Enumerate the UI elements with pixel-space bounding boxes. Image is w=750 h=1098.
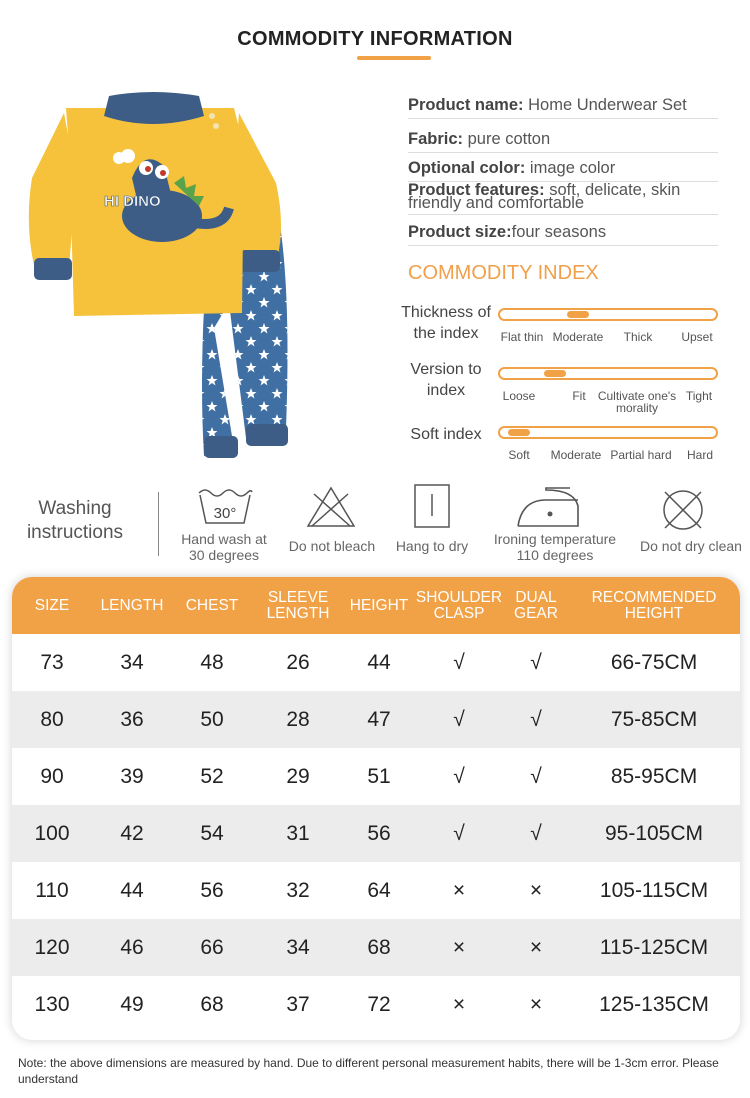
table-cell: √ [530,821,542,845]
page-title: COMMODITY INFORMATION [237,28,513,50]
table-cell: 36 [120,707,144,731]
table-cell: √ [453,764,465,788]
index-option: Hard [686,448,713,462]
table-cell: 95-105CM [604,821,704,845]
thickness-index-bar [498,308,718,321]
wash-label-no-bleach: Do not bleach [288,538,376,554]
index-option: Moderate [550,448,602,462]
info-product-features [408,181,718,215]
table-cell: 46 [120,935,144,959]
index-option: Cultivate one's morality [597,389,677,415]
wash-label-ironing: Ironing temperature 110 degrees [493,531,617,563]
table-row [12,748,740,805]
table-cell: 56 [200,878,224,902]
column-header: RECOMMENDED HEIGHT [591,588,717,622]
table-row [12,919,740,976]
table-cell: 50 [200,707,224,731]
soft-index-label: Soft index [410,426,482,443]
table-cell: 68 [367,935,391,959]
table-cell: 100 [34,821,70,845]
info-key: Optional color: [408,159,526,177]
divider [158,492,159,556]
index-level-marker [544,370,566,377]
column-header: SIZE [34,596,70,614]
table-row [12,691,740,748]
index-option: Loose [502,389,536,403]
table-cell: √ [530,764,542,788]
table-cell: 115-125CM [599,935,709,959]
info-value: soft, delicate, skin friendly and comfortable [408,181,681,212]
table-cell: 31 [286,821,310,845]
table-cell: √ [453,707,465,731]
table-cell: 47 [367,707,391,731]
table-cell: × [529,992,543,1016]
shirt-print-text: HI DINO [104,193,161,210]
table-cell: √ [453,650,465,674]
table-cell: 29 [286,764,310,788]
table-cell: 130 [34,992,70,1016]
hang-dry-icon [414,484,450,528]
column-header: HEIGHT [349,596,409,614]
product-image [24,88,294,468]
info-key: Product name: [408,96,524,114]
table-cell: 44 [120,878,144,902]
column-header: SHOULDER CLASP [415,588,503,622]
column-header: SLEEVE LENGTH [266,588,330,622]
index-option: Upset [681,330,713,344]
info-product-size [408,224,718,246]
info-value: Home Underwear Set [523,96,687,114]
table-cell: 125-135CM [599,992,709,1016]
index-level-marker [508,429,530,436]
size-table [12,577,740,1040]
table-cell: 105-115CM [599,878,709,902]
commodity-index-heading: COMMODITY INDEX [408,262,599,284]
no-dry-clean-icon [661,488,705,532]
index-option: Soft [508,448,530,462]
table-row [12,805,740,862]
table-cell: 73 [40,650,64,674]
index-option: Partial hard [610,448,672,462]
washing-instructions-title: Washing instructions [26,498,124,543]
tub-temperature-text: 30° [213,505,237,522]
table-cell: √ [453,821,465,845]
no-bleach-icon [306,486,356,528]
table-cell: 120 [34,935,70,959]
table-cell: 49 [120,992,144,1016]
table-row [12,634,740,691]
table-cell: 110 [35,878,69,902]
table-cell: √ [530,707,542,731]
table-cell: 72 [367,992,391,1016]
table-cell: 51 [367,764,391,788]
table-cell: 80 [40,707,64,731]
table-cell: × [452,992,466,1016]
table-cell: 66 [200,935,224,959]
index-level-marker [567,311,589,318]
info-value: four seasons [511,223,607,241]
thickness-index-label: Thickness of the index [401,304,491,342]
info-product-name [408,97,718,119]
info-key: Fabric: [408,130,464,148]
soft-index-bar [498,426,718,439]
version-index-bar [498,367,718,380]
table-cell: 34 [120,650,144,674]
table-cell: 68 [200,992,224,1016]
column-header: LENGTH [100,596,164,614]
wash-label-hand-wash: Hand wash at 30 degrees [181,531,267,563]
info-optional-color [408,160,718,182]
table-cell: 85-95CM [610,764,698,788]
column-header: CHEST [185,596,239,614]
index-option: Thick [623,330,653,344]
info-key: Product features: [408,181,545,199]
index-option: Tight [685,389,713,403]
info-fabric [408,131,718,153]
table-cell: 26 [286,650,310,674]
info-value: pure cotton [463,130,551,148]
table-row [12,976,740,1033]
table-cell: 64 [367,878,391,902]
table-cell: 44 [367,650,391,674]
index-option: Flat thin [500,330,544,344]
table-header-row [12,577,740,634]
table-cell: √ [530,650,542,674]
info-value: image color [525,159,616,177]
wash-label-hang-dry: Hang to dry [395,538,469,554]
index-option: Moderate [552,330,604,344]
measurement-note: Note: the above dimensions are measured by hand. Due to different personal measurement habits, there will be 1-3cm error. Please understand [18,1056,719,1086]
iron-110-icon [516,486,582,530]
table-cell: × [452,878,466,902]
hand-wash-30-icon [196,487,254,527]
table-cell: 54 [200,821,224,845]
table-cell: 52 [200,764,224,788]
wash-label-no-dry-clean: Do not dry clean [640,538,742,554]
version-index-label: Version to index [410,361,482,399]
table-row [12,862,740,919]
table-cell: 28 [286,707,310,731]
info-key: Product size: [408,223,512,241]
table-cell: × [529,878,543,902]
table-cell: 66-75CM [610,650,698,674]
table-cell: 56 [367,821,391,845]
table-cell: 37 [286,992,310,1016]
table-cell: × [452,935,466,959]
table-cell: 48 [200,650,224,674]
table-cell: 32 [286,878,310,902]
table-cell: 90 [40,764,64,788]
index-option: Fit [572,389,586,403]
table-cell: 39 [120,764,144,788]
column-header: DUAL GEAR [514,588,558,622]
table-cell: × [529,935,543,959]
table-cell: 34 [286,935,310,959]
title-underline [357,56,431,60]
table-cell: 75-85CM [610,707,698,731]
table-cell: 42 [120,821,144,845]
